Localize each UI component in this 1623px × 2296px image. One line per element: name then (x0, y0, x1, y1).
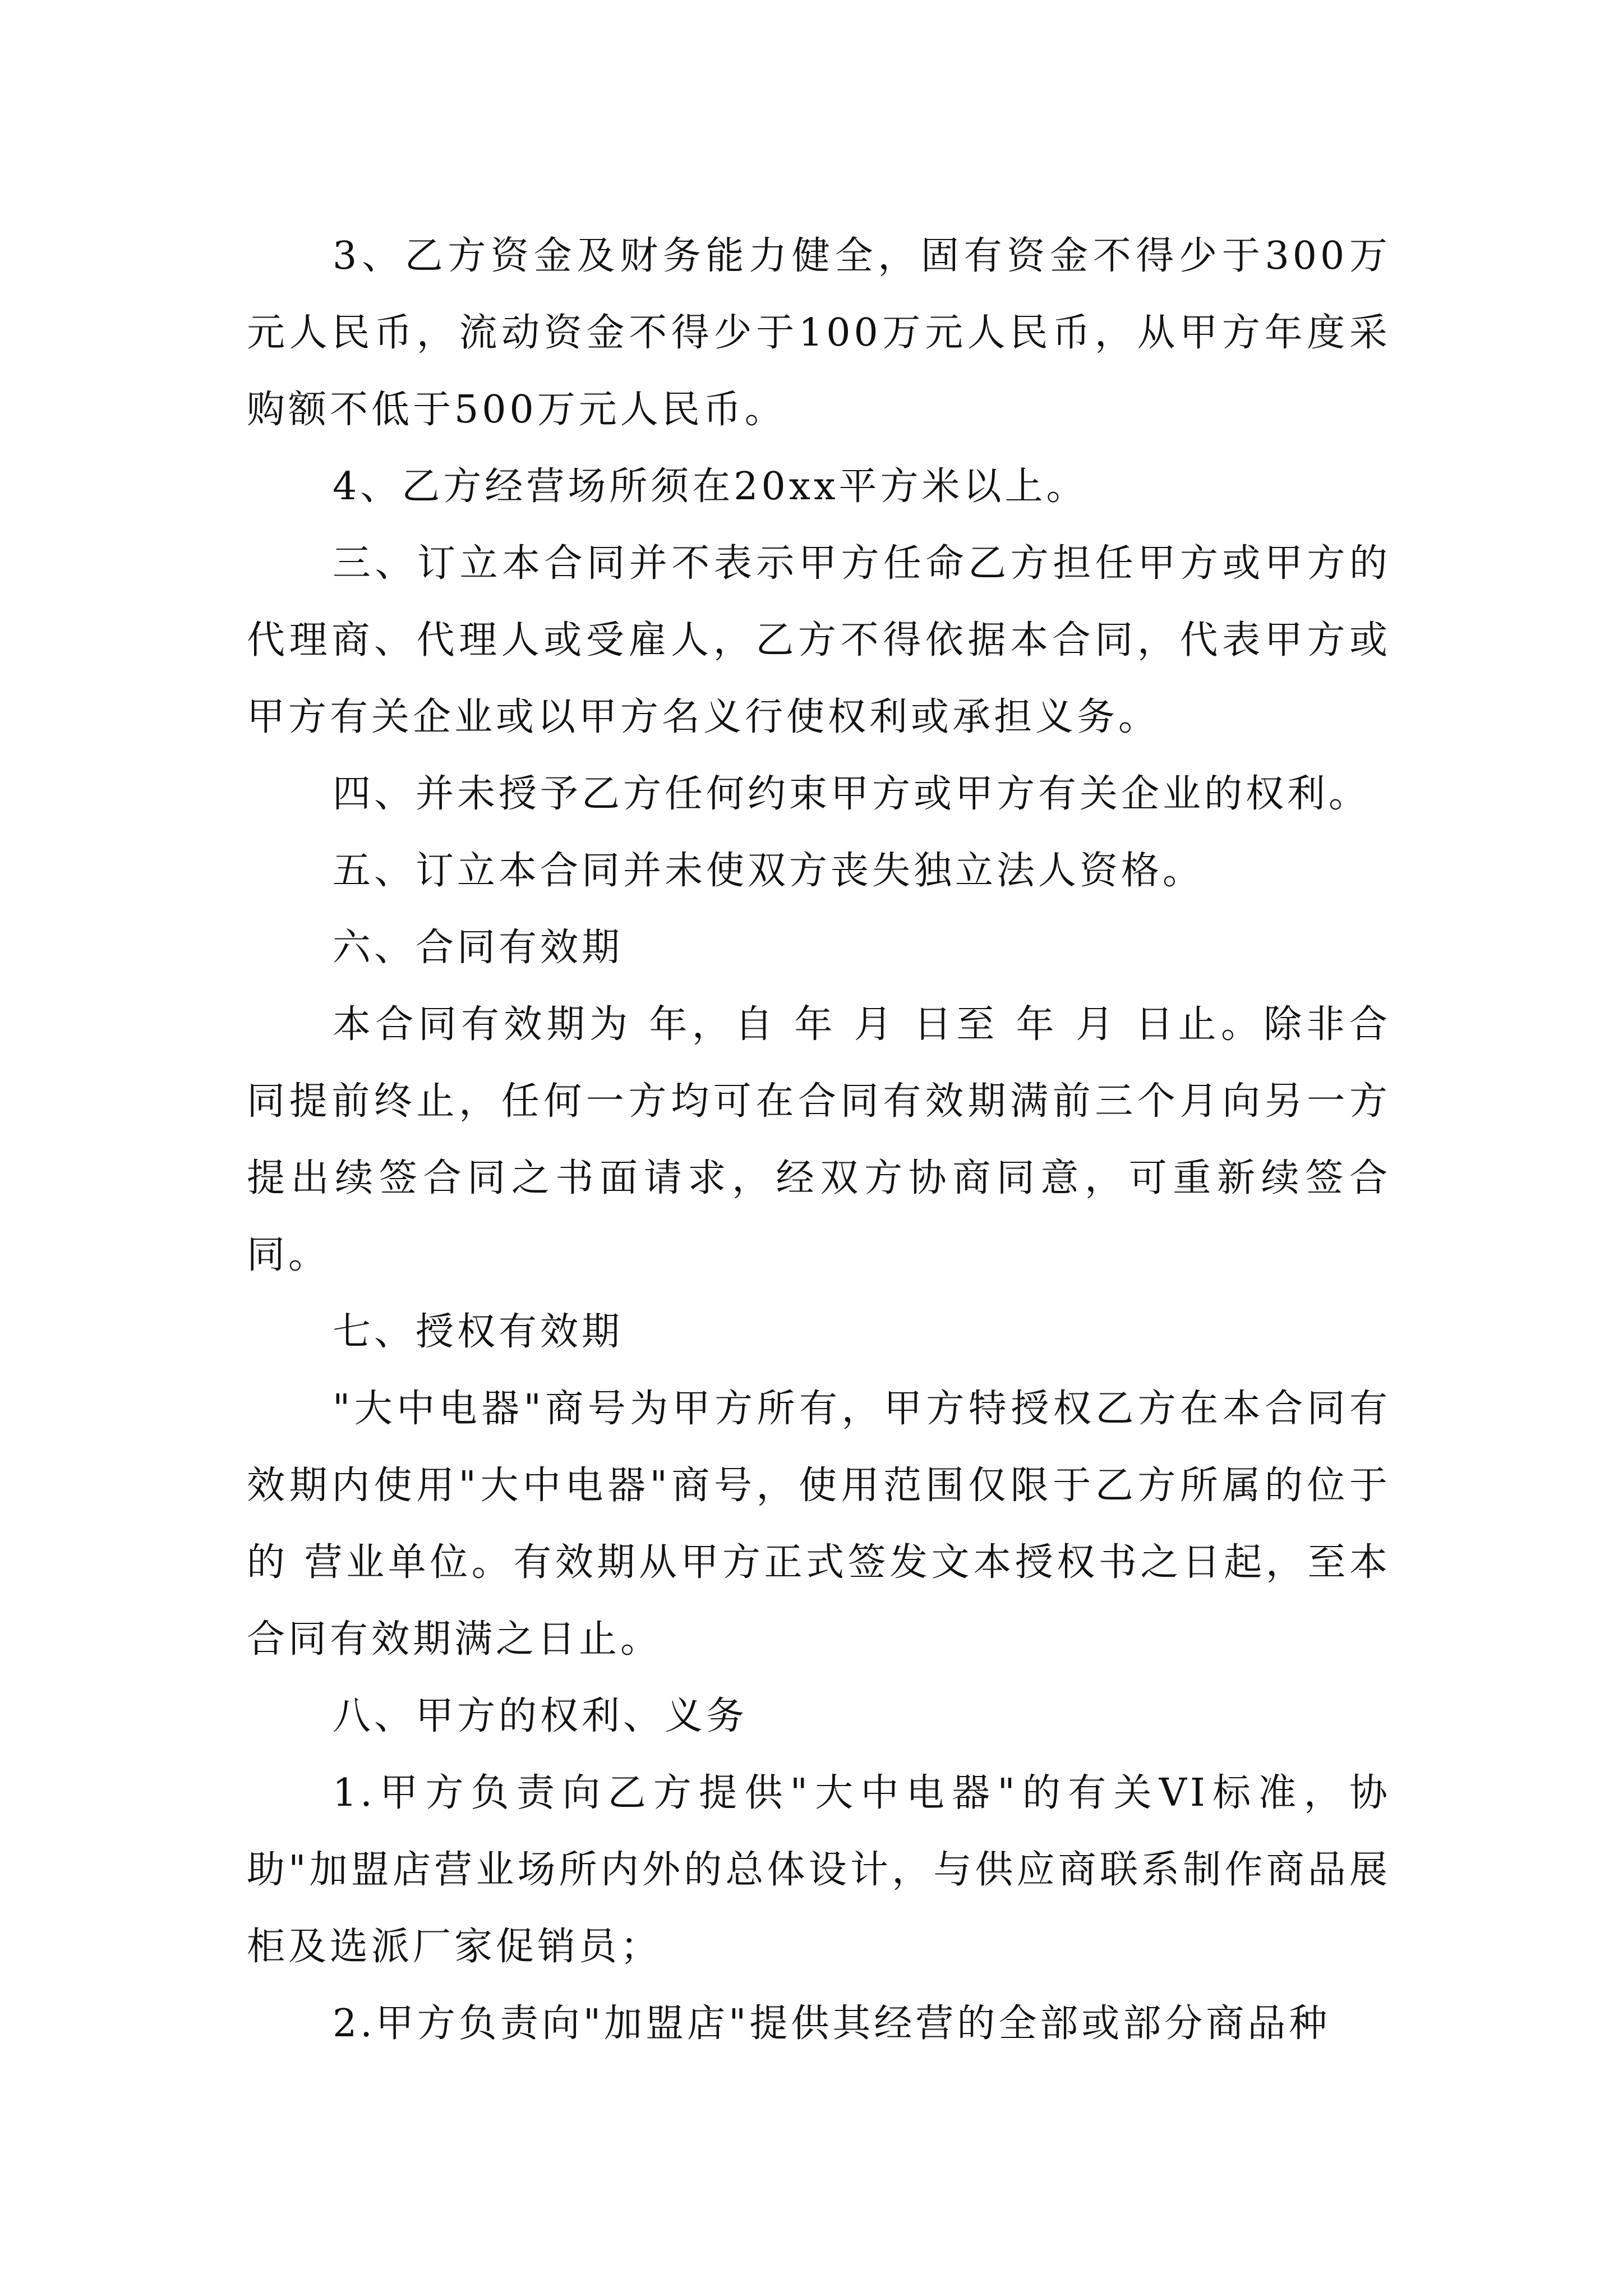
document-body (247, 218, 1391, 2062)
paragraph-section-5-independent-status: 五、订立本合同并未使双方丧失独立法人资格。 (333, 849, 1205, 893)
heading-section-8-party-a-rights: 八、甲方的权利、义务 (333, 1694, 748, 1738)
paragraph-authorization-term: "大中电器"商号为甲方所有，甲方特授权乙方在本合同有效期内使用"大中电器"商号，使用范围仅限于乙方所属的位于 的 营业单位。有效期从甲方正式签发文本授权书之日起，至本合同有效期满之日止。 (247, 1387, 1391, 1662)
heading-section-7-authorization-term: 七、授权有效期 (333, 1310, 624, 1354)
paragraph-premises-area: 4、乙方经营场所须在20xx平方米以上。 (333, 464, 1088, 509)
paragraph-section-3-no-agency: 三、订立本合同并不表示甲方任命乙方担任甲方或甲方的代理商、代理人或受雇人，乙方不得依据本合同，代表甲方或甲方有关企业或以甲方名义行使权利或承担义务。 (247, 541, 1391, 739)
heading-section-6-contract-term: 六、合同有效期 (333, 926, 624, 970)
paragraph-party-a-duty-1: 1.甲方负责向乙方提供"大中电器"的有关VI标准，协助"加盟店营业场所内外的总体设计，与供应商联系制作商品展柜及选派厂家促销员； (247, 1771, 1391, 1969)
paragraph-contract-term: 本合同有效期为 年，自 年 月 日至 年 月 日止。除非合同提前终止，任何一方均可在合同有效期满前三个月向另一方提出续签合同之书面请求，经双方协商同意，可重新续签合同。 (247, 1002, 1391, 1277)
paragraph-section-4-no-binding-rights: 四、并未授予乙方任何约束甲方或甲方有关企业的权利。 (333, 772, 1371, 816)
paragraph-party-a-duty-2: 2.甲方负责向"加盟店"提供其经营的全部或部分商品种 (333, 2001, 1331, 2046)
paragraph-capital-requirement: 3、乙方资金及财务能力健全，固有资金不得少于300万元人民币，流动资金不得少于100万元人民币，从甲方年度采购额不低于500万元人民币。 (247, 234, 1391, 432)
